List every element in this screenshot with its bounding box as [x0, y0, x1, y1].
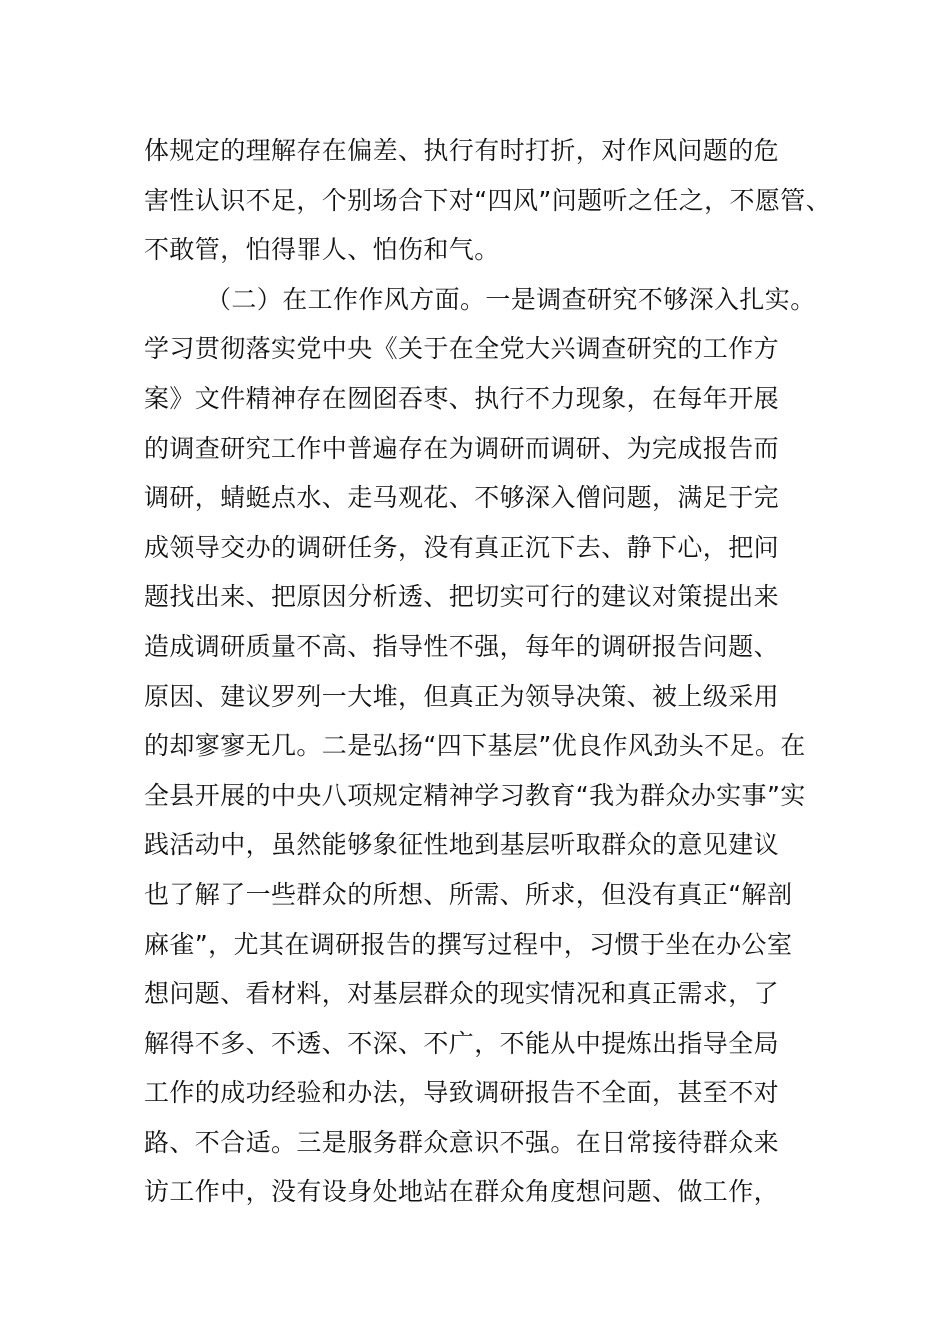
text-line: 学习贯彻落实党中央《关于在全党大兴调查研究的工作方 — [144, 334, 780, 364]
document-body-text — [144, 126, 832, 1217]
text-line: 成领导交办的调研任务，没有真正沉下去、静下心，把问 — [144, 532, 780, 562]
text-line: 工作的成功经验和办法，导致调研报告不全面，甚至不对 — [144, 1078, 780, 1108]
text-line: 践活动中，虽然能够象征性地到基层听取群众的意见建议 — [144, 830, 780, 860]
text-line: 也了解了一些群众的所想、所需、所求，但没有真正“解剖 — [144, 879, 793, 909]
text-line: 案》文件精神存在囫囵吞枣、执行不力现象，在每年开展 — [144, 383, 780, 413]
text-line: 造成调研质量不高、指导性不强，每年的调研报告问题、 — [144, 631, 780, 661]
text-line: 不敢管，怕得罪人、怕伤和气。 — [144, 235, 500, 265]
section-heading-line: （二）在工作作风方面。一是调查研究不够深入扎实。 — [206, 284, 816, 314]
text-line: 访工作中，没有设身处地站在群众角度想问题、做工作， — [144, 1177, 780, 1207]
text-line: 解得不多、不透、不深、不广，不能从中提炼出指导全局 — [144, 1028, 780, 1058]
text-line: 调研，蜻蜓点水、走马观花、不够深入僧问题，满足于完 — [144, 483, 780, 513]
text-line: 麻雀”，尤其在调研报告的撰写过程中，习惯于坐在办公室 — [144, 929, 793, 959]
text-line: 题找出来、把原因分析透、把切实可行的建议对策提出来 — [144, 582, 780, 612]
text-line: 的却寥寥无几。二是弘扬“四下基层”优良作风劲头不足。在 — [144, 731, 806, 761]
text-line: 想问题、看材料，对基层群众的现实情况和真正需求，了 — [144, 979, 780, 1009]
text-line: 全县开展的中央八项规定精神学习教育“我为群众办实事”实 — [144, 780, 806, 810]
text-line: 害性认识不足，个别场合下对“四风”问题听之任之，不愿管、 — [144, 185, 832, 215]
text-line: 体规定的理解存在偏差、执行有时打折，对作风问题的危 — [144, 136, 780, 165]
text-line: 原因、建议罗列一大堆，但真正为领导决策、被上级采用 — [144, 681, 780, 711]
text-line: 路、不合适。三是服务群众意识不强。在日常接待群众来 — [144, 1127, 780, 1157]
text-line: 的调查研究工作中普遍存在为调研而调研、为完成报告而 — [144, 433, 780, 463]
